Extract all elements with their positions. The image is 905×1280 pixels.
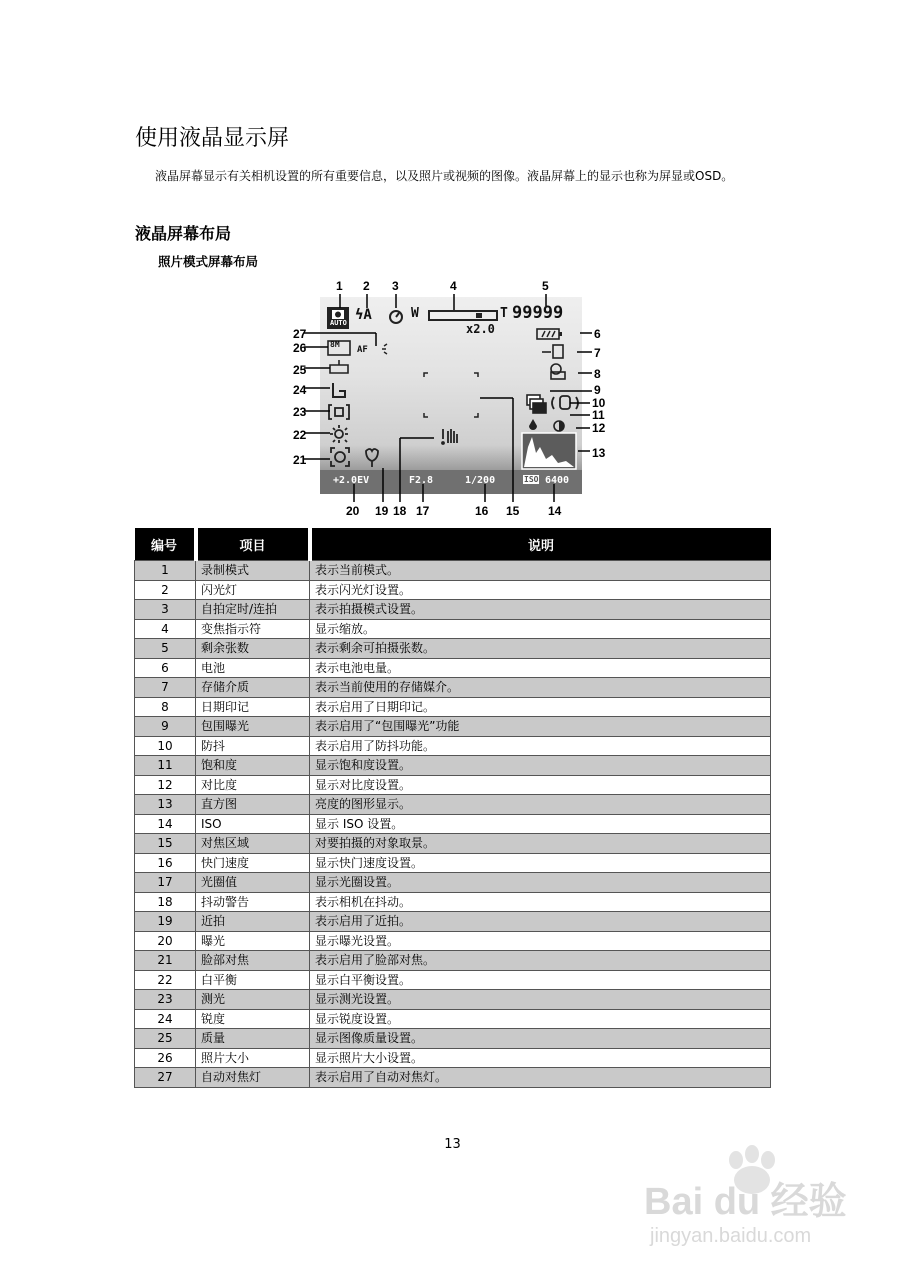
- page-title: 使用液晶显示屏: [135, 126, 290, 151]
- subsection-heading: 照片模式屏幕布局: [158, 254, 259, 269]
- table-cell-desc: 对要拍摄的对象取景。: [310, 834, 771, 854]
- table-cell-num: 24: [135, 1009, 196, 1029]
- table-cell-desc: 表示启用了近拍。: [310, 912, 771, 932]
- table-cell-item: 抖动警告: [196, 892, 310, 912]
- table-row: [135, 775, 771, 795]
- table-row: [135, 561, 771, 581]
- table-cell-desc: 表示当前模式。: [310, 561, 771, 581]
- callout-19: 19: [375, 504, 389, 518]
- table-cell-num: 1: [135, 561, 196, 581]
- callout-16: 16: [475, 504, 489, 518]
- table-cell-num: 20: [135, 931, 196, 951]
- callout-1: 1: [336, 279, 343, 293]
- flash-indicator: ϟA: [355, 307, 372, 323]
- table-row: [135, 736, 771, 756]
- table-cell-desc: 表示启用了“包围曝光”功能: [310, 717, 771, 737]
- table-cell-desc: 表示拍摄模式设置。: [310, 600, 771, 620]
- shutter-value: 1/200: [465, 475, 496, 486]
- table-row: [135, 853, 771, 873]
- table-cell-desc: 表示当前使用的存储媒介。: [310, 678, 771, 698]
- callout-6: 6: [594, 327, 601, 341]
- table-cell-desc: 显示饱和度设置。: [310, 756, 771, 776]
- iso-value: 6400: [545, 475, 570, 486]
- table-cell-desc: 显示测光设置。: [310, 990, 771, 1010]
- table-cell-desc: 显示图像质量设置。: [310, 1029, 771, 1049]
- callout-13: 13: [592, 446, 606, 460]
- table-cell-num: 18: [135, 892, 196, 912]
- table-cell-num: 27: [135, 1068, 196, 1088]
- table-cell-num: 26: [135, 1048, 196, 1068]
- table-cell-desc: 显示照片大小设置。: [310, 1048, 771, 1068]
- table-cell-item: 照片大小: [196, 1048, 310, 1068]
- table-header-row: [135, 528, 771, 561]
- table-cell-item: 电池: [196, 658, 310, 678]
- table-row: [135, 834, 771, 854]
- table-row: [135, 892, 771, 912]
- callout-10: 10: [592, 396, 606, 410]
- table-cell-item: 存储介质: [196, 678, 310, 698]
- table-row: [135, 1009, 771, 1029]
- table-cell-num: 13: [135, 795, 196, 815]
- table-row: [135, 951, 771, 971]
- table-cell-item: 包围曝光: [196, 717, 310, 737]
- callout-27: 27: [293, 327, 307, 341]
- table-cell-desc: 显示 ISO 设置。: [310, 814, 771, 834]
- aperture-value: F2.8: [409, 475, 434, 486]
- section-heading: 液晶屏幕布局: [135, 224, 232, 243]
- table-cell-item: 质量: [196, 1029, 310, 1049]
- callout-5: 5: [542, 279, 549, 293]
- table-cell-item: 脸部对焦: [196, 951, 310, 971]
- table-cell-item: 自拍定时/连拍: [196, 600, 310, 620]
- table-cell-num: 14: [135, 814, 196, 834]
- callout-18: 18: [393, 504, 407, 518]
- callout-21: 21: [293, 453, 307, 467]
- table-row: [135, 580, 771, 600]
- table-row: [135, 619, 771, 639]
- callout-8: 8: [594, 367, 601, 381]
- photo-size-label: 8M: [330, 340, 340, 349]
- page-number: 13: [444, 1137, 461, 1152]
- header-item: 项目: [196, 528, 310, 561]
- table-row: [135, 795, 771, 815]
- table-row: [135, 658, 771, 678]
- callout-11: 11: [592, 408, 605, 422]
- header-description: 说明: [310, 528, 771, 561]
- table-row: [135, 814, 771, 834]
- shots-remaining: 99999: [512, 303, 564, 323]
- callout-15: 15: [506, 504, 520, 518]
- table-cell-num: 8: [135, 697, 196, 717]
- table-row: [135, 990, 771, 1010]
- table-row: [135, 600, 771, 620]
- af-lamp-label: AF: [357, 345, 368, 355]
- intro-paragraph: 液晶屏幕显示有关相机设置的所有重要信息，以及照片或视频的图像。液晶屏幕上的显示也称为屏显或OSD。: [155, 169, 734, 183]
- table-cell-item: 对焦区域: [196, 834, 310, 854]
- table-cell-desc: 显示白平衡设置。: [310, 970, 771, 990]
- table-row: [135, 1068, 771, 1088]
- table-cell-desc: 显示缩放。: [310, 619, 771, 639]
- table-cell-item: 饱和度: [196, 756, 310, 776]
- table-cell-num: 10: [135, 736, 196, 756]
- callout-24: 24: [293, 383, 307, 397]
- table-cell-num: 21: [135, 951, 196, 971]
- table-cell-desc: 表示剩余可拍摄张数。: [310, 639, 771, 659]
- table-row: [135, 697, 771, 717]
- callout-23: 23: [293, 405, 307, 419]
- callout-7: 7: [594, 346, 601, 360]
- table-row: [135, 873, 771, 893]
- exposure-value: +2.0EV: [333, 475, 370, 486]
- callout-9: 9: [594, 383, 601, 397]
- callout-22: 22: [293, 428, 307, 442]
- table-cell-desc: 表示启用了脸部对焦。: [310, 951, 771, 971]
- table-cell-num: 16: [135, 853, 196, 873]
- table-cell-num: 17: [135, 873, 196, 893]
- header-number: 编号: [135, 528, 196, 561]
- table-cell-item: 曝光: [196, 931, 310, 951]
- table-row: [135, 717, 771, 737]
- table-cell-desc: 表示启用了日期印记。: [310, 697, 771, 717]
- zoom-w-label: W: [411, 306, 419, 321]
- table-row: [135, 912, 771, 932]
- callout-12: 12: [592, 421, 606, 435]
- table-row: [135, 1029, 771, 1049]
- osd-items-table: [134, 528, 771, 1088]
- callout-2: 2: [363, 279, 370, 293]
- callout-25: 25: [293, 363, 307, 377]
- watermark-url: jingyan.baidu.com: [650, 1225, 812, 1247]
- zoom-t-label: T: [500, 306, 508, 321]
- table-cell-item: 闪光灯: [196, 580, 310, 600]
- table-row: [135, 639, 771, 659]
- callout-14: 14: [548, 504, 562, 518]
- table-cell-desc: 显示曝光设置。: [310, 931, 771, 951]
- table-row: [135, 756, 771, 776]
- table-cell-item: 快门速度: [196, 853, 310, 873]
- table-cell-desc: 表示启用了自动对焦灯。: [310, 1068, 771, 1088]
- table-cell-desc: 显示快门速度设置。: [310, 853, 771, 873]
- table-cell-desc: 亮度的图形显示。: [310, 795, 771, 815]
- table-cell-num: 12: [135, 775, 196, 795]
- table-cell-item: 近拍: [196, 912, 310, 932]
- auto-mode-label: AUTO: [330, 319, 347, 327]
- table-cell-desc: 显示光圈设置。: [310, 873, 771, 893]
- iso-label: ISO: [524, 475, 539, 484]
- table-row: [135, 678, 771, 698]
- table-cell-item: 变焦指示符: [196, 619, 310, 639]
- table-body: [135, 561, 771, 1088]
- table-row: [135, 1048, 771, 1068]
- table-cell-item: 对比度: [196, 775, 310, 795]
- table-cell-num: 19: [135, 912, 196, 932]
- watermark-brand: Bai du 经验: [644, 1181, 847, 1223]
- table-cell-num: 4: [135, 619, 196, 639]
- table-cell-num: 5: [135, 639, 196, 659]
- table-cell-item: ISO: [196, 814, 310, 834]
- callout-leader-lines: [280, 270, 620, 520]
- callout-26: 26: [293, 341, 307, 355]
- table-cell-num: 25: [135, 1029, 196, 1049]
- table-cell-num: 15: [135, 834, 196, 854]
- table-cell-item: 直方图: [196, 795, 310, 815]
- table-cell-item: 自动对焦灯: [196, 1068, 310, 1088]
- table-cell-num: 7: [135, 678, 196, 698]
- table-cell-desc: 表示相机在抖动。: [310, 892, 771, 912]
- table-cell-num: 3: [135, 600, 196, 620]
- callout-17: 17: [416, 504, 430, 518]
- table-cell-num: 22: [135, 970, 196, 990]
- callout-20: 20: [346, 504, 360, 518]
- table-cell-item: 防抖: [196, 736, 310, 756]
- table-cell-num: 2: [135, 580, 196, 600]
- table-cell-item: 白平衡: [196, 970, 310, 990]
- table-cell-item: 剩余张数: [196, 639, 310, 659]
- table-cell-item: 录制模式: [196, 561, 310, 581]
- table-cell-item: 锐度: [196, 1009, 310, 1029]
- table-cell-num: 6: [135, 658, 196, 678]
- table-cell-desc: 显示对比度设置。: [310, 775, 771, 795]
- table-cell-desc: 表示闪光灯设置。: [310, 580, 771, 600]
- baidu-watermark: [640, 1140, 870, 1260]
- zoom-ratio: x2.0: [466, 322, 495, 336]
- table-cell-num: 23: [135, 990, 196, 1010]
- callout-3: 3: [392, 279, 399, 293]
- table-cell-desc: 显示锐度设置。: [310, 1009, 771, 1029]
- table-row: [135, 970, 771, 990]
- table-row: [135, 931, 771, 951]
- table-cell-item: 测光: [196, 990, 310, 1010]
- table-cell-num: 9: [135, 717, 196, 737]
- table-cell-num: 11: [135, 756, 196, 776]
- callout-4: 4: [450, 279, 457, 293]
- table-cell-item: 光圈值: [196, 873, 310, 893]
- table-cell-desc: 表示启用了防抖功能。: [310, 736, 771, 756]
- table-cell-desc: 表示电池电量。: [310, 658, 771, 678]
- table-cell-item: 日期印记: [196, 697, 310, 717]
